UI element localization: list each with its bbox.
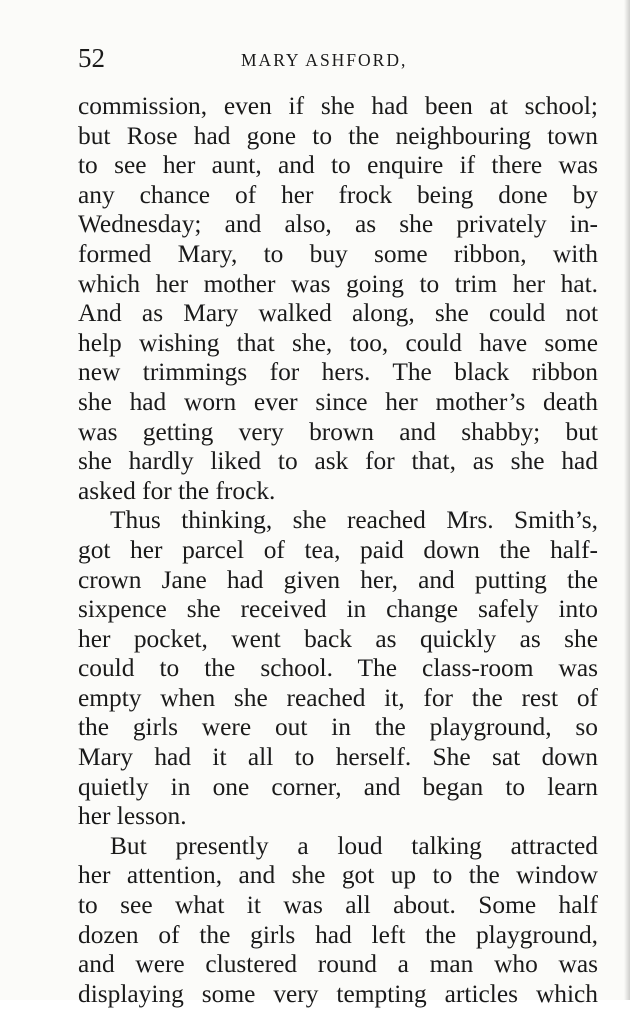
page-header: [78, 40, 598, 80]
text-line: quietly in one corner, and began to learn: [78, 772, 598, 801]
text-line: and were clustered round a man who was: [78, 950, 598, 979]
text-line-indented: But presently a loud talking attracted: [110, 831, 598, 860]
running-head: MARY ASHFORD,: [241, 50, 408, 70]
text-line: her lesson.: [78, 802, 187, 831]
text-line: any chance of her frock being done by: [78, 180, 598, 209]
text-line: to see what it was all about. Some half: [78, 891, 598, 920]
text-line: And as Mary walked along, she could not: [78, 299, 598, 328]
text-line: sixpence she received in change safely into: [78, 595, 598, 624]
text-line: dozen of the girls had left the playground,: [78, 920, 598, 949]
text-line: asked for the frock.: [78, 476, 276, 505]
text-line: crown Jane had given her, and putting the: [78, 565, 598, 594]
text-line-indented: Thus thinking, she reached Mrs. Smith’s,: [110, 506, 598, 535]
text-line: her attention, and she got up to the window: [78, 861, 598, 890]
text-line: empty when she reached it, for the rest of: [78, 683, 598, 712]
text-line: to see her aunt, and to enquire if there was: [78, 151, 598, 180]
text-line: which her mother was going to trim her hat.: [78, 269, 598, 298]
text-line: her pocket, went back as quickly as she: [78, 624, 598, 653]
text-line: she had worn ever since her mother’s death: [78, 387, 598, 416]
text-line: got her parcel of tea, paid down the half-: [78, 535, 598, 564]
text-line: could to the school. The class-room was: [78, 654, 598, 683]
text-line: displaying some very tempting articles which: [78, 979, 598, 1008]
text-line: but Rose had gone to the neighbouring town: [78, 121, 598, 150]
text-line: help wishing that she, too, could have some: [78, 328, 598, 357]
text-line: Mary had it all to herself. She sat down: [78, 743, 598, 772]
text-line: was getting very brown and shabby; but: [78, 417, 598, 446]
page-number: 52: [78, 43, 105, 73]
body-text: [78, 92, 598, 1009]
text-line: Wednesday; and also, as she privately in-: [78, 210, 598, 239]
page-edge-shadow: [624, 0, 630, 1000]
text-line: new trimmings for hers. The black ribbon: [78, 358, 598, 387]
text-line: the girls were out in the playground, so: [78, 713, 598, 742]
text-line: she hardly liked to ask for that, as she had: [78, 447, 598, 476]
text-line: formed Mary, to buy some ribbon, with: [78, 239, 598, 268]
text-line: commission, even if she had been at school;: [78, 92, 598, 120]
